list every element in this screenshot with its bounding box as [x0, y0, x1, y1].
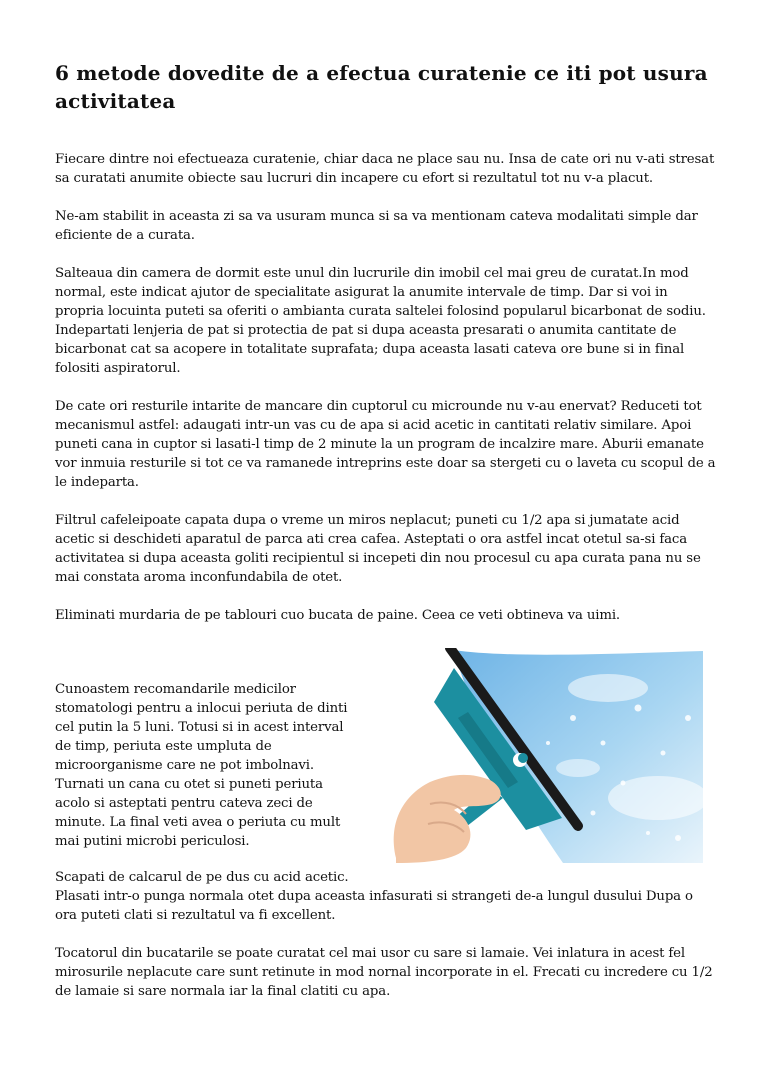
- squeegee-illustration: [358, 648, 708, 863]
- paragraph-intro: Fiecare dintre noi efectueaza curatenie, chiar daca ne place sau nu. Insa de cate ori nu v-ati stresat sa curatati anumite obiecte sau lucruri din incapere cu efort si rezultatul tot nu v-a placut.: [55, 152, 715, 186]
- paragraph-shower: Scapati de calcarul de pe dus cu acid acetic. Plasati intr-o punga normala otet dupa aceasta infasurati si strangeti de-a lungul dusului Dupa o ora puteti clati si rezultatul va fi excellent.: [55, 870, 693, 923]
- paragraph-toothbrush: Cunoastem recomandarile medicilor stomatologi pentru a inlocui periuta de dinti cel putin la 5 luni. Totusi si in acest interval de timp, periuta este umpluta de microorganisme care ne pot imbolnavi. Turnati un cana cu otet si puneti periuta acolo si asteptati pentru cateva zeci de minute. La final veti avea o periuta cu mult mai putini microbi periculosi.: [55, 682, 348, 849]
- paragraph-microwave: De cate ori resturile intarite de mancare din cuptorul cu microunde nu v-au enervat? Reduceti tot mecanismul astfel: adaugati intr-un vas cu de apa si acid acetic in cantitati relativ similare. Apoi puneti cana in cuptor si lasati-l timp de 2 minute la un program de incalzire mare. Aburii emanate vor inmuia resturile si tot ce va ramanede intreprins este doar sa stergeti cu o laveta cu scopul de a le indeparta.: [55, 399, 716, 490]
- paragraph-mattress: Salteaua din camera de dormit este unul din lucrurile din imobil cel mai greu de curatat.In mod normal, este indicat ajutor de specialitate asigurat la anumite intervale de timp. Dar si voi in propria locuinta puteti sa oferiti o ambianta curata saltelei folosind popularul bicarbonat de sodiu. Indepartati lenjeria de pat si protectia de pat si dupa aceasta presarati o anumita cantitate de bicarbonat cat sa acopere in totalitate suprafata; dupa aceasta lasati cateva ore bune si in final folositi aspiratorul.: [55, 266, 706, 376]
- paragraph-cutting-board: Tocatorul din bucatarile se poate curatat cel mai usor cu sare si lamaie. Vei inlatura in acest fel mirosurile neplacute care sunt retinute in mod nornal incorporate in el. Frecati cu incredere cu 1/2 de lamaie si sare normala iar la final clatiti cu apa.: [55, 946, 713, 999]
- paragraph-coffee-filter: Filtrul cafeleipoate capata dupa o vreme un miros neplacut; puneti cu 1/2 apa si jumatate acid acetic si deschideti aparatul de parca ati crea cafea. Asteptati o ora astfel incat otetul sa-si faca activitatea si dupa aceasta goliti recipientul si incepeti din nou procesul cu apa curata pana nu se mai constata aroma inconfundabila de otet.: [55, 513, 701, 585]
- paragraph-purpose: Ne-am stabilit in aceasta zi sa va usuram munca si sa va mentionam cateva modalitati simple dar eficiente de a curata.: [55, 209, 698, 243]
- article-title: 6 metode dovedite de a efectua curatenie ce iti pot usura activitatea: [55, 61, 708, 113]
- squeegee-picture: [358, 648, 708, 863]
- paragraph-paintings: Eliminati murdaria de pe tablouri cuo bucata de paine. Ceea ce veti obtineva va uimi.: [55, 608, 620, 623]
